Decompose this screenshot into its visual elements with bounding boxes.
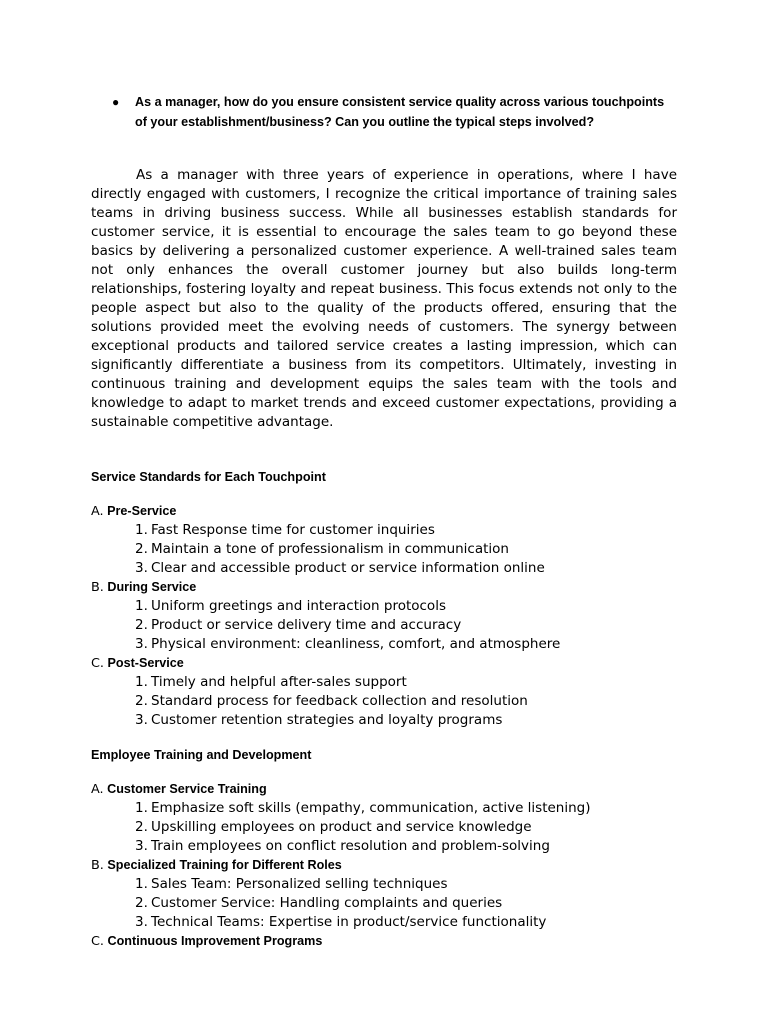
list-item bbox=[91, 692, 691, 711]
list-item-text: Timely and helpful after-sales support bbox=[151, 674, 407, 690]
list-item bbox=[91, 799, 691, 818]
list-number: 3. bbox=[135, 838, 148, 854]
list-item bbox=[91, 894, 691, 913]
list-number: 2. bbox=[135, 617, 148, 633]
list-item bbox=[91, 597, 691, 616]
list-item-text: Fast Response time for customer inquiries bbox=[151, 522, 435, 538]
list-item bbox=[91, 837, 691, 856]
sub-heading-letter: A. bbox=[91, 504, 104, 519]
sub-heading-letter: B. bbox=[91, 858, 104, 873]
sub-heading-letter: B. bbox=[91, 580, 104, 595]
list-number: 2. bbox=[135, 541, 148, 557]
sub-heading-pre-service bbox=[91, 502, 691, 521]
sub-heading-text: Specialized Training for Different Roles bbox=[107, 858, 342, 872]
sub-heading-letter: A. bbox=[91, 782, 104, 797]
sub-heading-letter: C. bbox=[91, 656, 105, 671]
sub-heading-specialized-training bbox=[91, 856, 691, 875]
question-text: As a manager, how do you ensure consistent service quality across various touchpoints of your establishment/business? Can you outline the typical steps involved? bbox=[135, 95, 665, 129]
sub-heading-text: Customer Service Training bbox=[107, 782, 267, 796]
list-item-text: Sales Team: Personalized selling techniques bbox=[151, 876, 448, 892]
service-standards-list bbox=[91, 502, 691, 730]
sub-heading-text: During Service bbox=[107, 580, 197, 594]
list-number: 2. bbox=[135, 895, 148, 911]
list-item bbox=[91, 673, 691, 692]
section-title-employee-training: Employee Training and Development bbox=[91, 748, 312, 762]
section-title-service-standards: Service Standards for Each Touchpoint bbox=[91, 470, 326, 484]
list-number: 1. bbox=[135, 598, 148, 614]
list-number: 2. bbox=[135, 693, 148, 709]
list-item bbox=[91, 818, 691, 837]
list-item bbox=[91, 521, 691, 540]
sub-heading-customer-service-training bbox=[91, 780, 691, 799]
list-item-text: Physical environment: cleanliness, comfort, and atmosphere bbox=[151, 636, 561, 652]
question-bullet-item bbox=[112, 93, 672, 132]
list-item bbox=[91, 616, 691, 635]
sub-heading-during-service bbox=[91, 578, 691, 597]
list-item-text: Uniform greetings and interaction protocols bbox=[151, 598, 446, 614]
list-number: 3. bbox=[135, 712, 148, 728]
list-number: 1. bbox=[135, 800, 148, 816]
list-item-text: Product or service delivery time and accuracy bbox=[151, 617, 462, 633]
list-item bbox=[91, 711, 691, 730]
list-number: 2. bbox=[135, 819, 148, 835]
list-number: 3. bbox=[135, 636, 148, 652]
list-item-text: Technical Teams: Expertise in product/service functionality bbox=[151, 914, 547, 930]
list-item bbox=[91, 875, 691, 894]
employee-training-list bbox=[91, 780, 691, 951]
list-item-text: Maintain a tone of professionalism in communication bbox=[151, 541, 509, 557]
list-item-text: Customer retention strategies and loyalty programs bbox=[151, 712, 503, 728]
intro-paragraph: As a manager with three years of experience in operations, where I have directly engaged with customers, I recognize the critical importance of training sales teams in driving business success. While all businesses establish standards for customer service, it is essential to encourage the sales team to go beyond these basics by delivering a personalized customer experience. A well-trained sales team not only enhances the overall customer journey but also builds long-term relationships, fostering loyalty and repeat business. This focus extends not only to the people aspect but also to the quality of the products offered, ensuring that the solutions provided meet the evolving needs of customers. The synergy between exceptional products and tailored service creates a lasting impression, which can significantly differentiate a business from its competitors. Ultimately, investing in continuous training and development equips the sales team with the tools and knowledge to adapt to market trends and exceed customer expectations, providing a sustainable competitive advantage. bbox=[91, 167, 677, 430]
list-item-text: Train employees on conflict resolution and problem-solving bbox=[151, 838, 550, 854]
sub-heading-text: Pre-Service bbox=[107, 504, 177, 518]
list-item-text: Upskilling employees on product and service knowledge bbox=[151, 819, 532, 835]
list-item bbox=[91, 913, 691, 932]
list-number: 1. bbox=[135, 674, 148, 690]
list-number: 1. bbox=[135, 876, 148, 892]
sub-heading-letter: C. bbox=[91, 934, 105, 949]
sub-heading-text: Post-Service bbox=[107, 656, 184, 670]
list-number: 1. bbox=[135, 522, 148, 538]
sub-heading-post-service bbox=[91, 654, 691, 673]
list-number: 3. bbox=[135, 914, 148, 930]
list-item bbox=[91, 635, 691, 654]
list-item-text: Customer Service: Handling complaints and queries bbox=[151, 895, 503, 911]
bullet-icon: ● bbox=[112, 95, 120, 109]
list-item-text: Emphasize soft skills (empathy, communication, active listening) bbox=[151, 800, 591, 816]
list-number: 3. bbox=[135, 560, 148, 576]
list-item bbox=[91, 559, 691, 578]
sub-heading-text: Continuous Improvement Programs bbox=[107, 934, 323, 948]
list-item-text: Clear and accessible product or service information online bbox=[151, 560, 545, 576]
list-item-text: Standard process for feedback collection and resolution bbox=[151, 693, 528, 709]
list-item bbox=[91, 540, 691, 559]
sub-heading-continuous-improvement bbox=[91, 932, 691, 951]
